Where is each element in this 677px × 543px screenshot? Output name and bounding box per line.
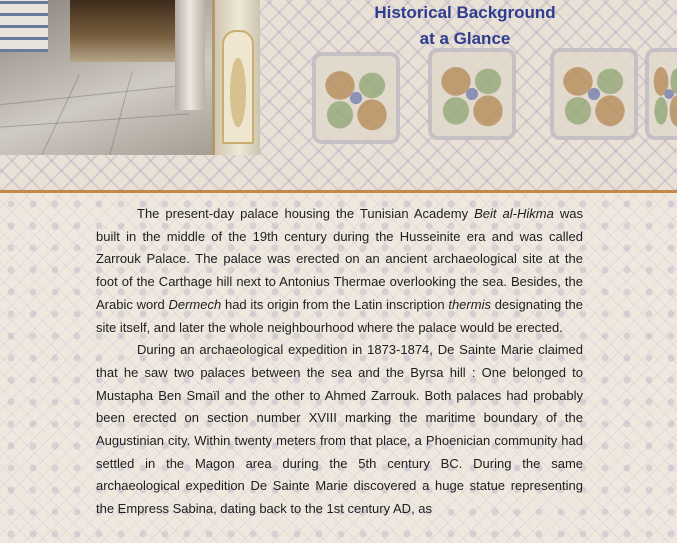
paragraph-1 [96, 203, 583, 339]
paragraph-1-text-d: designating the site itself, and later the whole neighbourhood where the palace would be erected. [96, 296, 583, 335]
article-content [0, 193, 677, 543]
tiled-wall [0, 0, 48, 52]
archway [70, 0, 180, 62]
door-carving [222, 30, 254, 144]
term-thermis: thermis [448, 296, 491, 312]
page-title-line1: Historical Background [374, 3, 556, 22]
marble-column [175, 0, 205, 110]
floor-line [108, 71, 132, 155]
term-dermech: Dermech [168, 296, 222, 312]
decorative-tile [312, 52, 400, 144]
paragraph-1-text-c: had its origin from the Latin inscription [221, 296, 449, 312]
decorative-tile [645, 48, 677, 140]
decorative-tile [550, 48, 638, 140]
floor-line [0, 86, 174, 105]
paragraph-2: During an archaeological expedition in 1873-1874, De Sainte Marie claimed that he saw two palaces between the sea and the Byrsa hill : One belonged to Mustapha Ben Smaïl and the other to Ahmed Zarrouk. Both palaces had probably been erected on section number XVIII marking the maritime boundary of the Augustinian city. Within twenty meters from that place, a Phoenician community had settled in the Magon area during the 5th century BC. During the same archaeological expedition De Sainte Marie discovered a huge statue representing the Empress Sabina, dating back to the 1st century AD, as [96, 342, 583, 517]
page-title-line2: at a Glance [419, 29, 511, 48]
paragraph-1-text-a: The present-day palace housing the Tunisian Academy [137, 206, 475, 221]
floor-line [0, 113, 190, 127]
palace-interior-photo [0, 0, 260, 155]
paragraph-1-text-b: was built in the middle of the 19th century during the Husseinite era and was called Zarrouk Palace. The palace was erected on an ancient archaeological site at the foot of the Carthage hill next to Antonius Thermae overlooking the sea. Besides, the Arabic word [96, 206, 583, 312]
article-text [96, 203, 583, 521]
decorative-tile [428, 48, 516, 140]
page-title [340, 0, 590, 52]
floor-line [41, 74, 80, 155]
page-header [0, 0, 677, 190]
term-beit-al-hikma: Beit al-Hikma [474, 206, 554, 221]
